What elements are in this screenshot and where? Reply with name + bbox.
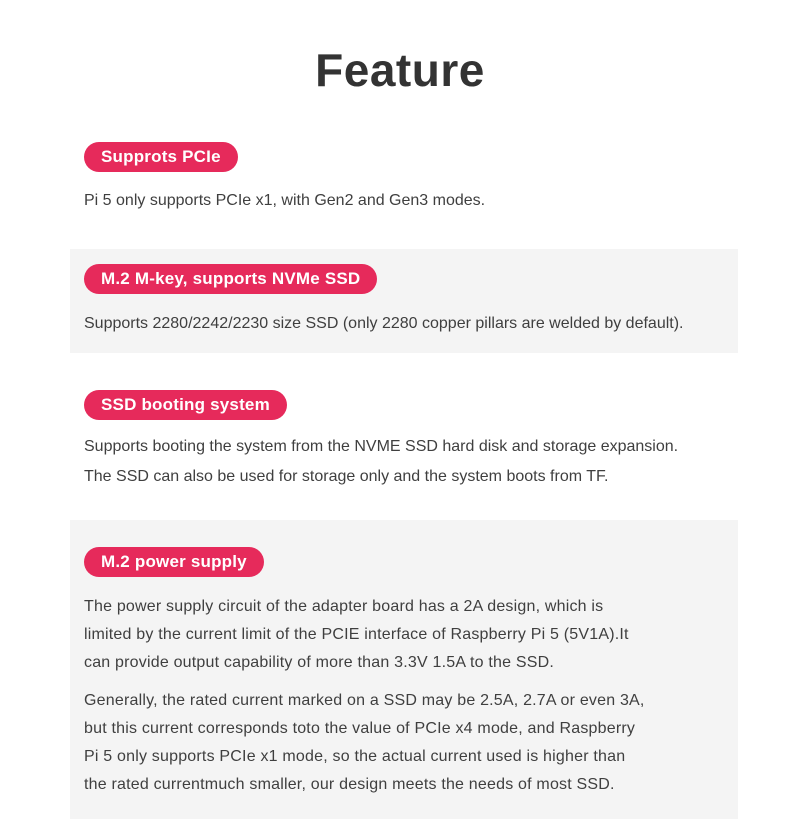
feature-paragraph (84, 687, 724, 799)
feature-text-line: Pi 5 only supports PCIe x1, with Gen2 and Gen3 modes. (84, 191, 486, 209)
page-title: Feature (315, 44, 485, 96)
feature-section-m2-power-supply (70, 520, 738, 819)
feature-badge-ssd-booting: SSD booting system (84, 390, 287, 420)
feature-text-line: The SSD can also be used for storage only and the system boots from TF. (84, 467, 609, 485)
feature-text-line: limited by the current limit of the PCIE interface of Raspberry Pi 5 (5V1A).It (84, 625, 629, 643)
feature-text-line: Generally, the rated current marked on a SSD may be 2.5A, 2.7A or even 3A, (84, 691, 645, 709)
feature-text-line: Supports 2280/2242/2230 size SSD (only 2280 copper pillars are welded by default). (84, 314, 684, 332)
feature-section-ssd-booting (70, 390, 738, 492)
feature-text-line: can provide output capability of more than 3.3V 1.5A to the SSD. (84, 653, 554, 671)
feature-text-line: Pi 5 only supports PCIe x1 mode, so the actual current used is higher than (84, 747, 626, 765)
feature-section-supports-pcie (70, 142, 738, 216)
feature-badge-m2-power-supply: M.2 power supply (84, 547, 264, 577)
feature-paragraph (84, 186, 724, 216)
feature-text-line: Supports booting the system from the NVME SSD hard disk and storage expansion. (84, 437, 679, 455)
feature-text-line: The power supply circuit of the adapter board has a 2A design, which is (84, 597, 604, 615)
feature-badge-supports-pcie: Supprots PCIe (84, 142, 238, 172)
feature-section-m2-mkey (70, 249, 738, 353)
feature-paragraph (84, 593, 724, 677)
feature-paragraph (84, 432, 724, 492)
feature-badge-m2-mkey: M.2 M-key, supports NVMe SSD (84, 264, 377, 294)
feature-paragraph (84, 309, 724, 339)
feature-text-line: the rated currentmuch smaller, our design meets the needs of most SSD. (84, 775, 615, 793)
feature-text-line: but this current corresponds toto the value of PCIe x4 mode, and Raspberry (84, 719, 636, 737)
